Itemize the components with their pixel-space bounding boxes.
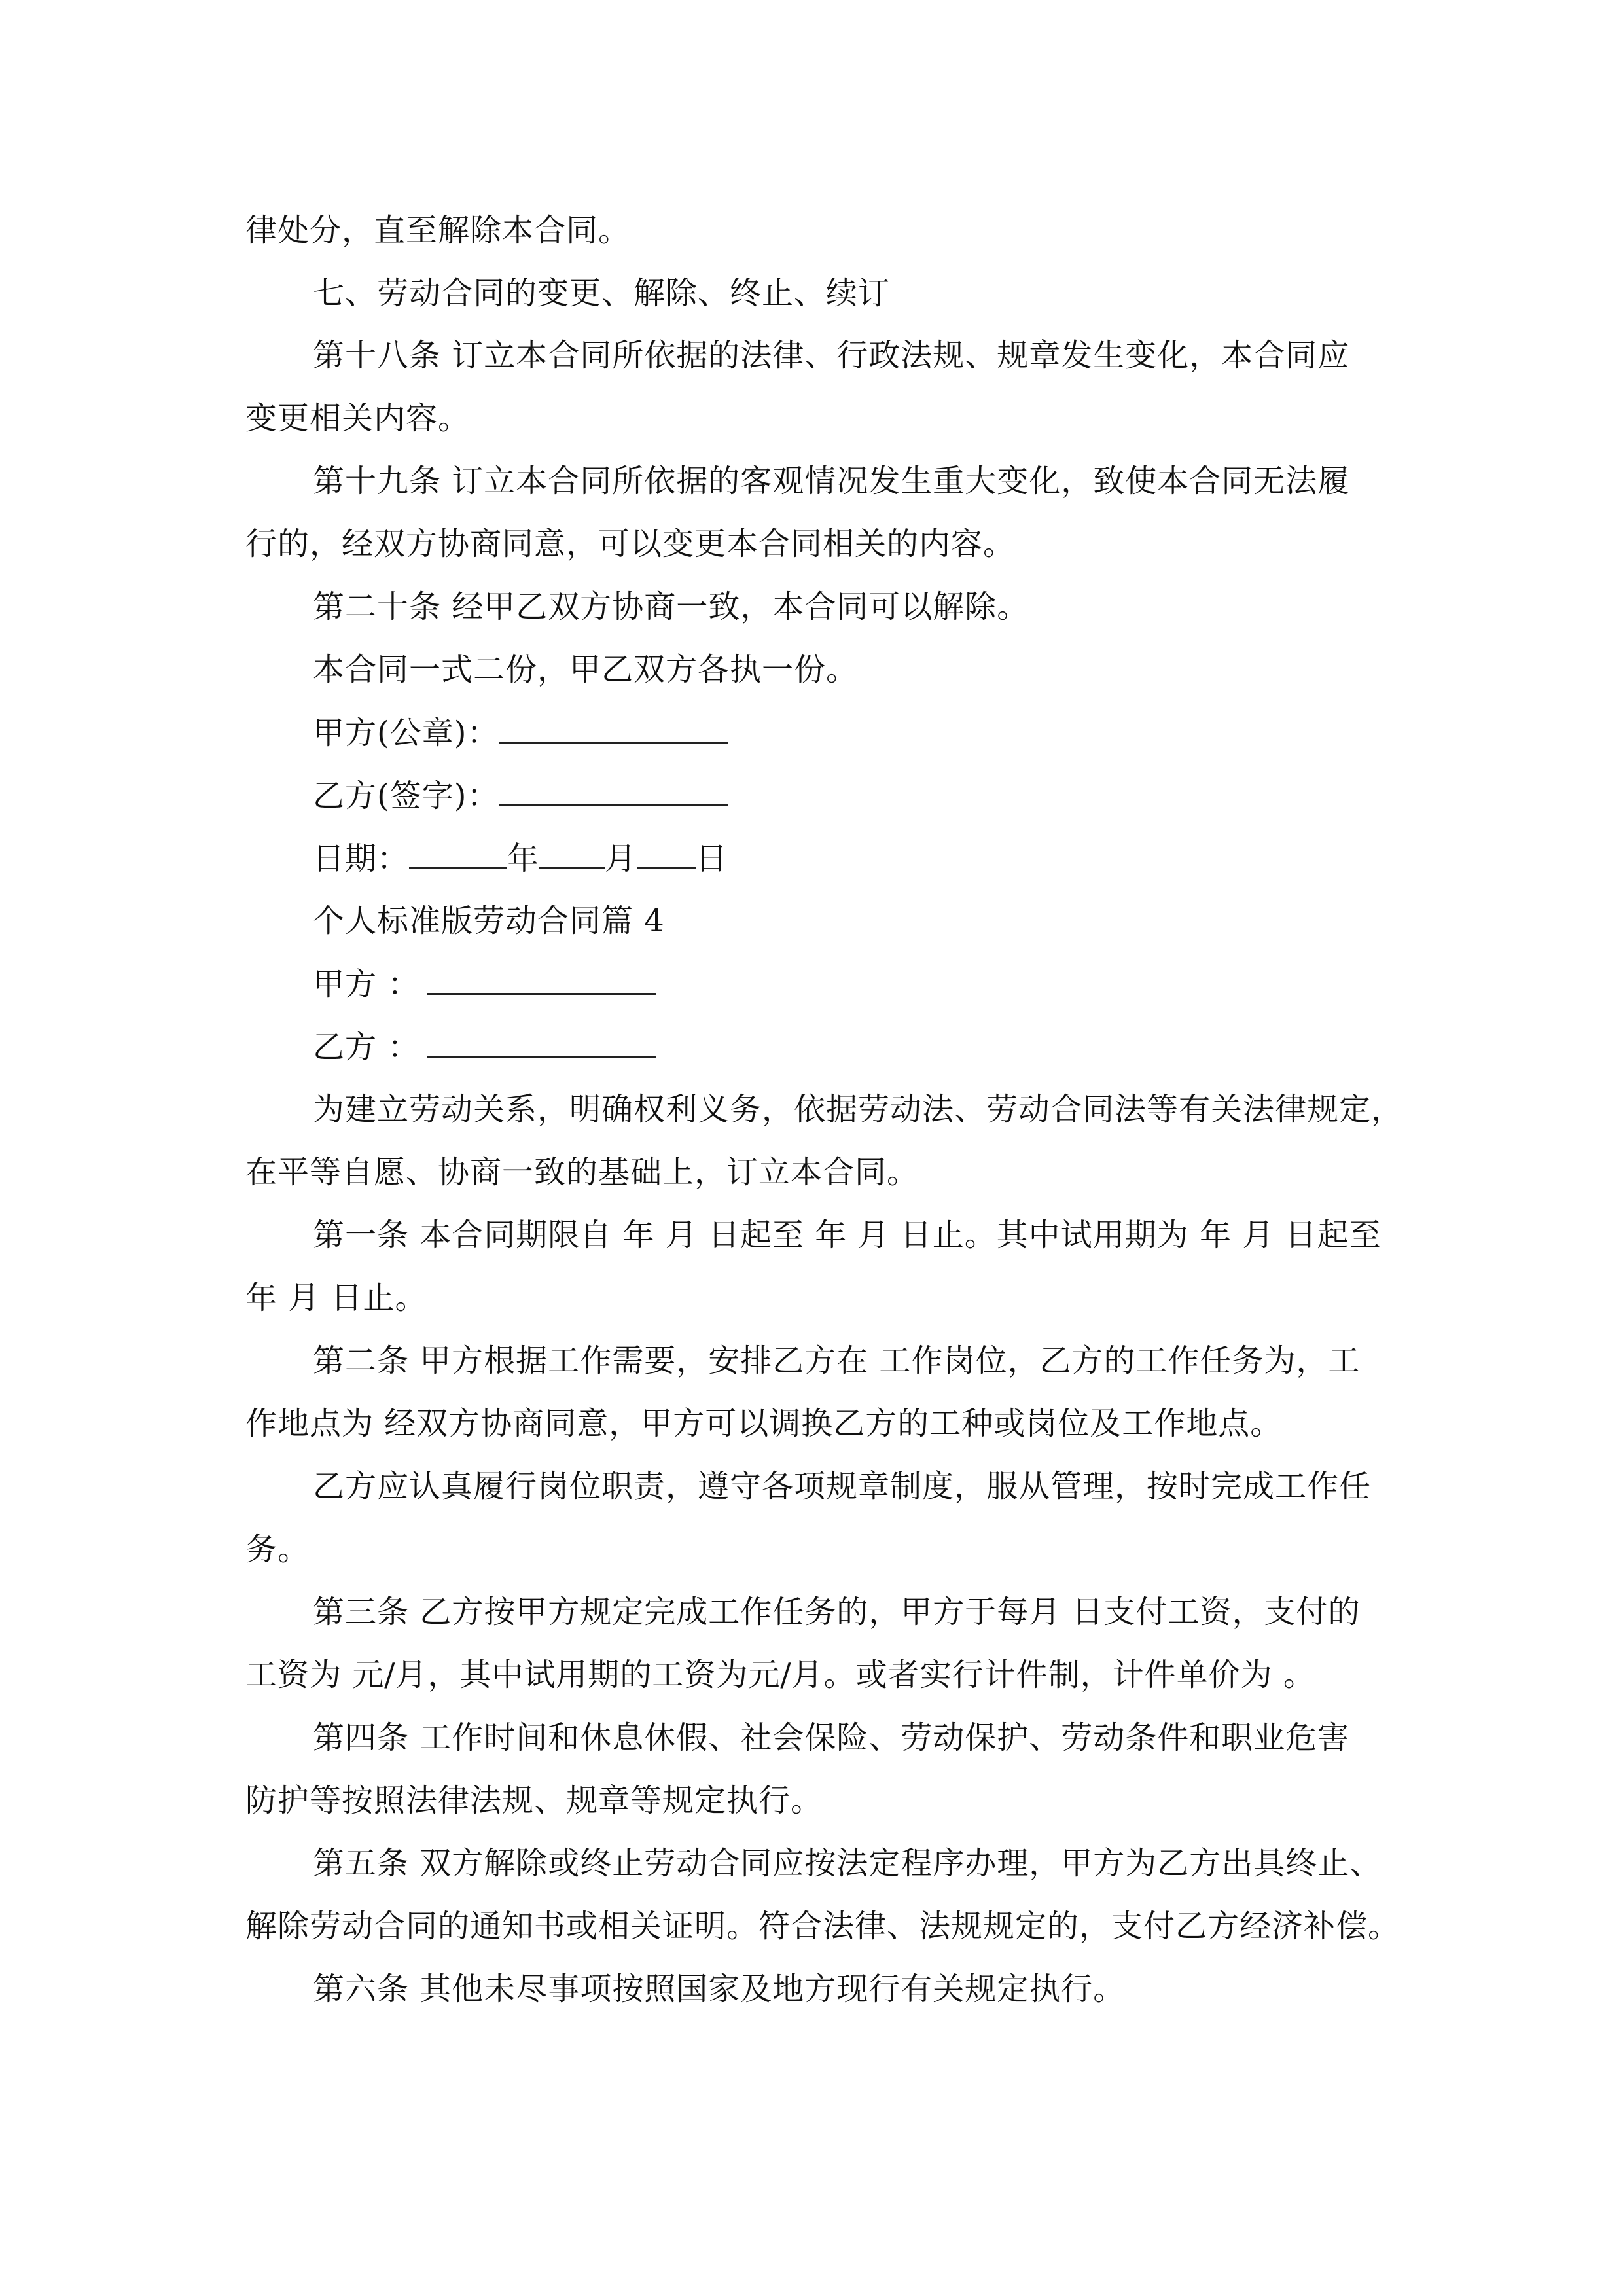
section-title: 个人标准版劳动合同篇 4	[313, 903, 665, 939]
month-blank[interactable]	[539, 838, 605, 869]
article-3-line-2: 工资为 元/月，其中试用期的工资为元/月。或者实行计件制，计件单价为 。	[245, 1657, 1315, 1693]
article-19-line-1: 第十九条 订立本合同所依据的客观情况发生重大变化，致使本合同无法履	[313, 463, 1350, 499]
article-1-line-2: 年 月 日止。	[245, 1280, 427, 1316]
date-line	[313, 838, 728, 878]
article-2-line-1: 第二条 甲方根据工作需要，安排乙方在 工作岗位，乙方的工作任务为，工	[313, 1342, 1361, 1379]
party-a-seal-blank[interactable]	[499, 713, 728, 744]
duty-line-2: 务。	[245, 1531, 310, 1568]
section-heading: 七、劳动合同的变更、解除、终止、续订	[313, 275, 891, 312]
day-blank[interactable]	[637, 838, 696, 869]
year-label: 年	[507, 840, 540, 877]
preamble-line-1: 为建立劳动关系，明确权利义务，依据劳动法、劳动合同法等有关法律规定，	[313, 1091, 1404, 1128]
year-blank[interactable]	[409, 838, 507, 869]
article-19-line-2: 行的，经双方协商同意，可以变更本合同相关的内容。	[245, 526, 1016, 562]
party-b-sign-label: 乙方(签字)：	[313, 778, 499, 814]
duty-line-1: 乙方应认真履行岗位职责，遵守各项规章制度，服从管理，按时完成工作任	[313, 1468, 1372, 1505]
party-a-seal-label: 甲方(公章)：	[313, 715, 499, 751]
party-a-seal-line	[313, 713, 728, 753]
day-label: 日	[696, 840, 728, 877]
party-b-sign-line	[313, 776, 728, 816]
article-1-line-1: 第一条 本合同期限自 年 月 日起至 年 月 日止。其中试用期为 年 月 日起至	[313, 1217, 1382, 1253]
party-a-blank[interactable]	[427, 964, 656, 995]
month-label: 月	[605, 840, 637, 877]
party-a-label: 甲方 ：	[313, 966, 420, 1003]
article-18-line-2: 变更相关内容。	[245, 400, 471, 437]
article-3-line-1: 第三条 乙方按甲方规定完成工作任务的，甲方于每月 日支付工资，支付的	[313, 1594, 1361, 1630]
party-b-label: 乙方 ：	[313, 1029, 420, 1066]
party-b-blank[interactable]	[427, 1027, 656, 1058]
date-label: 日期：	[313, 840, 410, 877]
article-6-line: 第六条 其他未尽事项按照国家及地方现行有关规定执行。	[313, 1971, 1126, 2007]
party-b-sign-blank[interactable]	[499, 776, 728, 806]
copies-line: 本合同一式二份，甲乙双方各执一份。	[313, 651, 859, 688]
article-5-line-2: 解除劳动合同的通知书或相关证明。符合法律、法规规定的，支付乙方经济补偿。	[245, 1908, 1400, 1945]
paragraph-line: 律处分，直至解除本合同。	[245, 212, 631, 249]
article-4-line-1: 第四条 工作时间和休息休假、社会保险、劳动保护、劳动条件和职业危害	[313, 1719, 1350, 1756]
article-5-line-1: 第五条 双方解除或终止劳动合同应按法定程序办理，甲方为乙方出具终止、	[313, 1845, 1382, 1882]
article-4-line-2: 防护等按照法律法规、规章等规定执行。	[245, 1782, 823, 1819]
article-20-line: 第二十条 经甲乙双方协商一致，本合同可以解除。	[313, 588, 1029, 625]
party-b-line	[313, 1027, 656, 1067]
article-18-line-1: 第十八条 订立本合同所依据的法律、行政法规、规章发生变化，本合同应	[313, 337, 1350, 374]
preamble-line-2: 在平等自愿、协商一致的基础上，订立本合同。	[245, 1154, 919, 1191]
article-2-line-2: 作地点为 经双方协商同意，甲方可以调换乙方的工种或岗位及工作地点。	[245, 1405, 1283, 1442]
party-a-line	[313, 964, 656, 1004]
